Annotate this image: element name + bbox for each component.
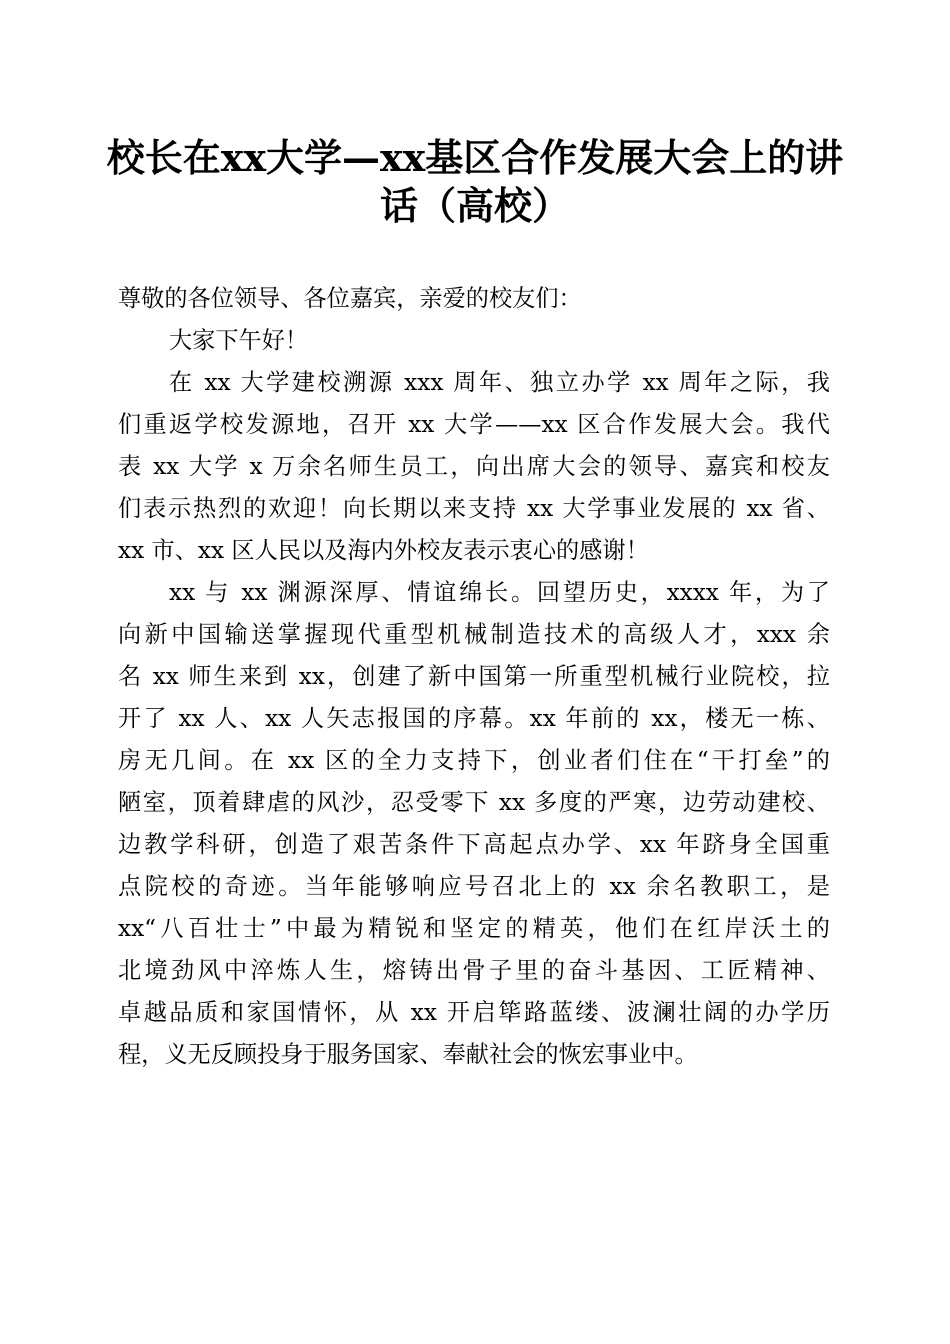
salutation: 尊敬的各位领导、各位嘉宾，亲爱的校友们：	[118, 285, 582, 312]
paragraph-2-line-8: 点院校的奇迹。当年能够响应号召北上的 xx 余名教职工，是	[118, 873, 830, 900]
paragraph-2-line-10: 北境劲风中淬炼人生，熔铸出骨子里的奋斗基因、工匠精神、	[118, 957, 830, 984]
paragraph-1-line-5: xx 市、xx 区人民以及海内外校友表示衷心的感谢！	[118, 537, 649, 564]
paragraph-2-line-1: xx 与 xx 渊源深厚、情谊绵长。回望历史，xxxx 年，为了	[169, 579, 830, 606]
title-line-1: 校长在xx大学—xx基区合作发展大会上的讲	[106, 135, 844, 180]
paragraph-2-line-12: 程，义无反顾投身于服务国家、奉献社会的恢宏事业中。	[118, 1041, 698, 1068]
paragraph-2-line-4: 开了 xx 人、xx 人矢志报国的序幕。xx 年前的 xx，楼无一栋、	[118, 705, 830, 732]
paragraph-2-line-2: 向新中国输送掌握现代重型机械制造技术的高级人才，xxx 余	[118, 621, 830, 648]
paragraph-2-line-7: 边教学科研，创造了艰苦条件下高起点办学、xx 年跻身全国重	[118, 831, 830, 858]
paragraph-1-line-2: 们重返学校发源地，召开 xx 大学——xx 区合作发展大会。我代	[118, 411, 830, 438]
title-line-2: 话（高校）	[379, 183, 570, 228]
paragraph-2-line-5: 房无几间。在 xx 区的全力支持下，创业者们住在“干打垒”的	[118, 747, 830, 774]
paragraph-1-line-1: 在 xx 大学建校溯源 xxx 周年、独立办学 xx 周年之际，我	[169, 369, 830, 396]
document-title	[100, 134, 850, 230]
paragraph-2-line-3: 名 xx 师生来到 xx，创建了新中国第一所重型机械行业院校，拉	[118, 663, 830, 690]
paragraph-1-line-4: 们表示热烈的欢迎！向长期以来支持 xx 大学事业发展的 xx 省、	[118, 495, 830, 522]
document-body	[118, 278, 830, 1076]
greeting: 大家下午好！	[169, 327, 309, 354]
paragraph-2-line-11: 卓越品质和家国情怀，从 xx 开启筚路蓝缕、波澜壮阔的办学历	[118, 999, 830, 1026]
paragraph-1-line-3: 表 xx 大学 x 万余名师生员工，向出席大会的领导、嘉宾和校友	[118, 453, 830, 480]
paragraph-2-line-6: 陋室，顶着肆虐的风沙，忍受零下 xx 多度的严寒，边劳动建校、	[118, 789, 830, 816]
paragraph-2-line-9: xx“八百壮士”中最为精锐和坚定的精英，他们在红岸沃土的	[118, 915, 830, 942]
